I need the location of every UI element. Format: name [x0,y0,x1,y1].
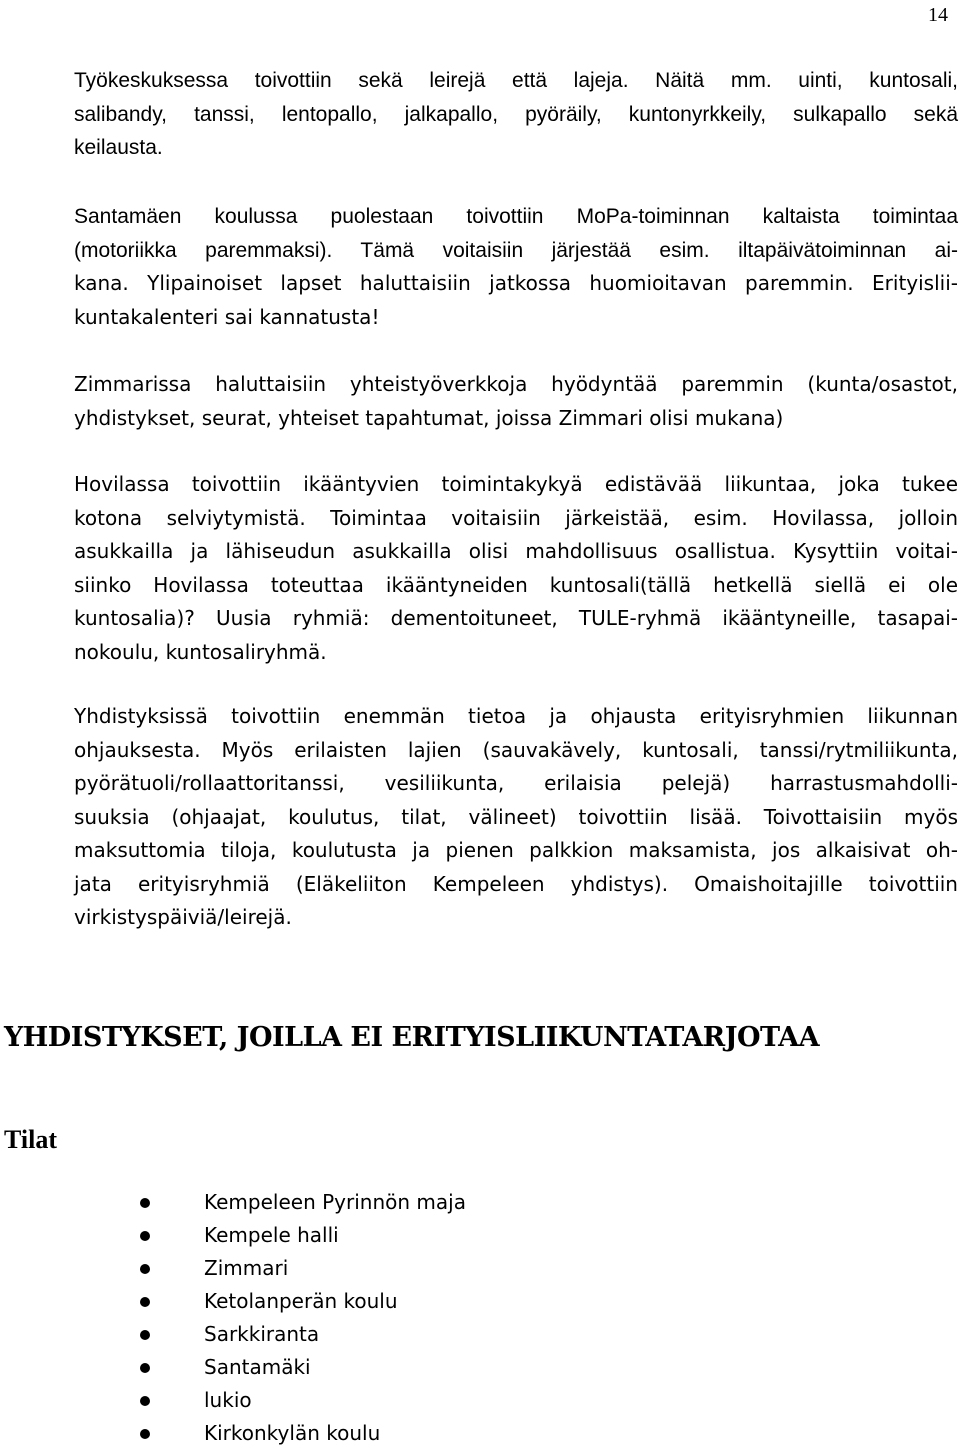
bullet-icon [140,1264,150,1274]
list-item [0,1252,466,1285]
list-item [0,1285,466,1318]
list-item-label: Kempeleen Pyrinnön maja [204,1190,466,1214]
paragraph-line: kuntakalenteri sai kannatusta! [74,304,380,329]
paragraph-line: Santamäen koulussa puolestaan toivottiin MoPa-toiminnan kaltaista toimintaa [74,205,958,228]
paragraph-line: jata erityisryhmiä (Eläkeliiton Kempeleen yhdistys). Omaishoitajille toivottiin [74,871,958,896]
paragraph-line: ohjauksesta. Myös erilaisten lajien (sauvakävely, kuntosali, tanssi/rytmiliikunta, [74,737,958,762]
bullet-icon [140,1330,150,1340]
list-item-label: Ketolanperän koulu [204,1289,398,1313]
paragraph-line: kana. Ylipainoiset lapset haluttaisiin jatkossa huomioitavan paremmin. Erityislii- [74,271,958,295]
paragraph-line: Zimmarissa haluttaisiin yhteistyöverkkoja hyödyntää paremmin (kunta/osastot, [74,372,958,396]
subsection-heading: Tilat [4,1125,57,1154]
bullet-icon [140,1363,150,1373]
paragraph-santamaki [74,200,958,334]
paragraph-line: pyörätuoli/rollaattoritanssi, vesiliikunta, erilaisia pelejä) harrastusmahdolli- [74,771,958,795]
list-item-label: lukio [204,1388,252,1412]
paragraph-zimmari [74,368,958,435]
bullet-icon [140,1429,150,1439]
list-item [0,1417,466,1450]
list-item-label: Kirkonkylän koulu [204,1421,381,1445]
paragraph-line: Yhdistyksissä toivottiin enemmän tietoa ja ohjausta erityisryhmien liikunnan [74,704,958,728]
list-item [0,1186,466,1219]
list-item-label: Santamäki [204,1355,311,1379]
paragraph-line: nokoulu, kuntosaliryhmä. [74,639,327,664]
paragraph-line: maksuttomia tiloja, koulutusta ja pienen palkkion maksamista, jos alkaisivat oh- [74,838,958,862]
paragraph-line: Hovilassa toivottiin ikääntyvien toimintakykyä edistävää liikuntaa, joka tukee [74,472,958,496]
paragraph-line: salibandy, tanssi, lentopallo, jalkapallo, pyöräily, kuntonyrkkeily, sulkapallo sekä [74,102,958,126]
list-item [0,1219,466,1252]
bullet-icon [140,1231,150,1241]
paragraph-line: keilausta. [74,136,163,159]
bullet-icon [140,1297,150,1307]
paragraph-tyokeskus [74,64,958,165]
paragraph-line: siinko Hovilassa toteuttaa ikääntyneiden kuntosali(tällä hetkellä siellä ei ole [74,572,958,597]
list-item [0,1384,466,1417]
paragraph-line: kuntosalia)? Uusia ryhmiä: dementoituneet, TULE-ryhmä ikääntyneille, tasapai- [74,606,958,630]
paragraph-line: suuksia (ohjaajat, koulutus, tilat, välineet) toivottiin lisää. Toivottaisiin myös [74,804,958,829]
section-heading: YHDISTYKSET, JOILLA EI ERITYISLIIKUNTATARJOTAA [4,1022,820,1053]
paragraph-hovila [74,468,958,669]
list-item [0,1318,466,1351]
paragraph-line: virkistyspäiviä/leirejä. [74,905,292,929]
list-item-label: Kempele halli [204,1223,339,1247]
list-item [0,1351,466,1384]
bullet-icon [140,1198,150,1208]
page-number: 14 [928,4,948,26]
paragraph-line: kotona selviytymistä. Toimintaa voitaisiin järkeistää, esim. Hovilassa, jolloin [74,505,958,530]
list-item-label: Sarkkiranta [204,1322,320,1346]
bullet-icon [140,1396,150,1406]
paragraph-line: yhdistykset, seurat, yhteiset tapahtumat, joissa Zimmari olisi mukana) [74,405,784,430]
list-item-label: Zimmari [204,1256,289,1280]
paragraph-line: asukkailla ja lähiseudun asukkailla olisi mahdollisuus osallistua. Kysyttiin voitai- [74,539,958,563]
paragraph-line: Työkeskuksessa toivottiin sekä leirejä että lajeja. Näitä mm. uinti, kuntosali, [74,69,958,92]
paragraph-yhdistykset [74,700,958,935]
paragraph-line: (motoriikka paremmaksi). Tämä voitaisiin järjestää esim. iltapäivätoiminnan ai- [74,238,958,262]
facility-list [0,1186,466,1450]
